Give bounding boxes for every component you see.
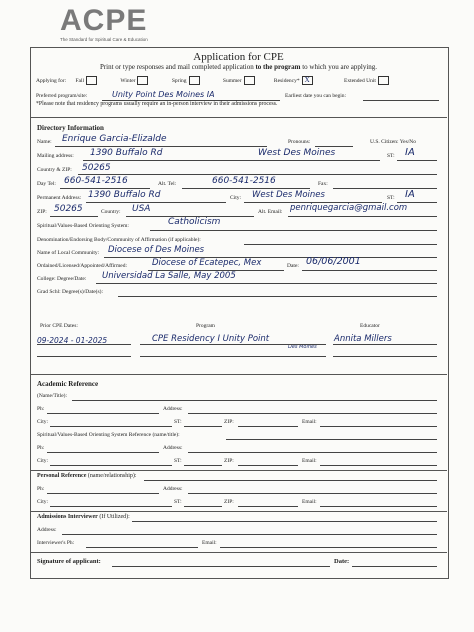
residency-checkbox[interactable]: X bbox=[302, 76, 313, 85]
spiritual-st-line[interactable] bbox=[184, 465, 222, 466]
interviewer-email-line[interactable] bbox=[220, 547, 437, 548]
personal-title: Personal Reference (name/relationship): bbox=[37, 473, 137, 479]
day-tel-value: 660-541-2516 bbox=[64, 176, 128, 186]
st-line[interactable] bbox=[397, 160, 437, 161]
pronouns-line[interactable] bbox=[315, 146, 353, 147]
personal-name-line[interactable] bbox=[144, 480, 437, 481]
grad-label: Grad Schl: Degree(s)/Date(s): bbox=[37, 289, 103, 295]
mailing-line[interactable] bbox=[83, 160, 380, 161]
alt-tel-label: Alt. Tel: bbox=[158, 181, 177, 187]
name-line[interactable] bbox=[55, 146, 267, 147]
spiritual-value: Catholicism bbox=[168, 217, 221, 227]
residency-note: *Please note that residency programs usually require an in-person interview in their admissions process. bbox=[36, 101, 278, 107]
prior-educator-line-1[interactable] bbox=[333, 344, 437, 345]
personal-st-label: ST: bbox=[174, 499, 182, 505]
ordained-date-line[interactable] bbox=[302, 270, 437, 271]
academic-ph-label: Ph: bbox=[37, 406, 45, 412]
personal-ph-label: Ph: bbox=[37, 486, 45, 492]
academic-zip-line[interactable] bbox=[238, 426, 298, 427]
extended-checkbox[interactable] bbox=[378, 76, 389, 85]
personal-st-line[interactable] bbox=[184, 506, 222, 507]
personal-email-line[interactable] bbox=[320, 506, 437, 507]
community-value: Diocese of Des Moines bbox=[108, 245, 205, 255]
country-value: USA bbox=[132, 204, 151, 214]
interviewer-section-divider bbox=[30, 511, 447, 512]
name-value: Enrique Garcia-Elizalde bbox=[62, 134, 167, 144]
spiritual-line[interactable] bbox=[150, 230, 437, 231]
pronouns-label: Pronouns: bbox=[288, 139, 311, 145]
personal-city-label: City: bbox=[37, 499, 49, 505]
alt-tel-value: 660-541-2516 bbox=[212, 176, 276, 186]
country-zip-label: Country & ZIP: bbox=[37, 167, 72, 173]
day-tel-label: Day Tel: bbox=[37, 181, 56, 187]
applying-for-label: Applying for: bbox=[36, 77, 67, 84]
academic-st-line[interactable] bbox=[184, 426, 222, 427]
academic-address-label: Address: bbox=[163, 406, 183, 412]
spiritual-city-line[interactable] bbox=[50, 465, 172, 466]
denomination-line[interactable] bbox=[244, 244, 437, 245]
signature-label: Signature of applicant: bbox=[37, 558, 101, 565]
academic-st-label: ST: bbox=[174, 419, 182, 425]
academic-city-line[interactable] bbox=[50, 426, 172, 427]
academic-address-line[interactable] bbox=[188, 413, 437, 414]
country-label: Country: bbox=[101, 209, 121, 215]
academic-email-label: Email: bbox=[302, 419, 317, 425]
spiritual-address-line[interactable] bbox=[188, 452, 437, 453]
summer-checkbox[interactable] bbox=[244, 76, 255, 85]
personal-email-label: Email: bbox=[302, 499, 317, 505]
interviewer-ph-label: Interviewer's Ph: bbox=[37, 540, 75, 546]
acpe-logo bbox=[60, 6, 170, 46]
spiritual-ph-line[interactable] bbox=[47, 452, 159, 453]
winter-checkbox[interactable] bbox=[137, 76, 148, 85]
interviewer-ph-line[interactable] bbox=[86, 547, 198, 548]
personal-zip-line[interactable] bbox=[238, 506, 298, 507]
alt-tel-line[interactable] bbox=[182, 188, 310, 189]
prior-dates-label: Prior CPE Dates: bbox=[40, 323, 78, 329]
zip-line[interactable] bbox=[50, 216, 98, 217]
email-label: Alt. Email: bbox=[258, 209, 283, 215]
academic-name-line[interactable] bbox=[72, 400, 437, 401]
interviewer-email-label: Email: bbox=[202, 540, 217, 546]
mailing-city-value: West Des Moines bbox=[258, 148, 336, 158]
college-line[interactable] bbox=[96, 283, 437, 284]
country-zip-line[interactable] bbox=[78, 174, 437, 175]
prior-program-value2: Des Moines bbox=[288, 344, 317, 350]
applying-for-row bbox=[36, 76, 389, 85]
interviewer-title: Admissions Interviewer (If Utilized): bbox=[37, 514, 130, 520]
grad-line[interactable] bbox=[118, 296, 437, 297]
spiritual-city-label: City: bbox=[37, 458, 49, 464]
directory-title: Directory Information bbox=[37, 124, 104, 132]
st-label: ST: bbox=[387, 153, 395, 159]
prior-dates-line-2[interactable] bbox=[37, 356, 131, 357]
summer-label: Summer bbox=[222, 77, 242, 84]
spiritual-label: Spiritual/Values-Based Orienting System: bbox=[37, 223, 129, 229]
academic-title: Academic Reference bbox=[37, 380, 99, 388]
spiritual-ref-label: Spiritual/Values-Based Orienting System Reference (name/title): bbox=[37, 432, 180, 438]
city-label: City: bbox=[230, 195, 242, 201]
personal-section-divider bbox=[30, 470, 447, 471]
personal-address-label: Address: bbox=[163, 486, 183, 492]
spiritual-zip-label: ZIP: bbox=[224, 458, 234, 464]
spiritual-ph-label: Ph: bbox=[37, 445, 45, 451]
preferred-value: Unity Point Des Moines IA bbox=[112, 90, 215, 99]
academic-ph-line[interactable] bbox=[47, 413, 159, 414]
logo-tagline: The Standard for Spiritual Care & Education bbox=[60, 37, 148, 42]
personal-zip-label: ZIP: bbox=[224, 499, 234, 505]
fax-label: Fax: bbox=[318, 181, 328, 187]
fall-label: Fall bbox=[75, 77, 85, 84]
prior-dates-value: 09-2024 - 01-2025 bbox=[37, 336, 108, 345]
academic-zip-label: ZIP: bbox=[224, 419, 234, 425]
winter-label: Winter bbox=[120, 77, 136, 84]
form-title: Application for CPE bbox=[193, 51, 284, 63]
prior-educator-line-2[interactable] bbox=[333, 356, 437, 357]
denomination-label: Denomination/Endorsing Body/Community of Affirmation (if applicable): bbox=[37, 237, 201, 243]
extended-label: Extended Unit bbox=[343, 77, 376, 84]
logo-text: ACPE bbox=[60, 4, 148, 37]
prior-dates-line-1[interactable] bbox=[37, 344, 131, 345]
spiritual-st-label: ST: bbox=[174, 458, 182, 464]
academic-name-label: (Name/Title): bbox=[37, 393, 68, 399]
city-value: West Des Moines bbox=[252, 190, 325, 200]
college-value: Universidad La Salle, May 2005 bbox=[102, 271, 236, 281]
zip-value: 50265 bbox=[82, 163, 111, 173]
zip-label: ZIP: bbox=[37, 209, 47, 215]
interviewer-address-line[interactable] bbox=[62, 534, 437, 535]
prior-program-line-1[interactable] bbox=[140, 344, 326, 345]
spiritual-zip-line[interactable] bbox=[238, 465, 298, 466]
college-label: College: Degree/Date: bbox=[37, 276, 87, 282]
personal-address-line[interactable] bbox=[188, 493, 437, 494]
mailing-value: 1390 Buffalo Rd bbox=[90, 148, 163, 158]
citizen-label: U.S. Citizen: Yes/No bbox=[370, 139, 416, 145]
st2-label: ST: bbox=[387, 195, 395, 201]
academic-city-label: City: bbox=[37, 419, 49, 425]
form-subtitle: Print or type responses and mail completed application to the program to which you are applying. bbox=[99, 63, 378, 71]
fax-line[interactable] bbox=[333, 188, 437, 189]
academic-section-divider bbox=[30, 374, 447, 375]
fall-checkbox[interactable] bbox=[86, 76, 97, 85]
ordained-value: Diocese of Ecatepec, Mex bbox=[152, 258, 262, 268]
permanent-line[interactable] bbox=[86, 202, 226, 203]
day-tel-line[interactable] bbox=[60, 188, 150, 189]
prior-educator-value: Annita Millers bbox=[334, 334, 392, 344]
form-header bbox=[30, 47, 447, 118]
earliest-line[interactable] bbox=[363, 100, 439, 101]
prior-program-line-2[interactable] bbox=[140, 356, 326, 357]
zip2-value: 50265 bbox=[54, 204, 83, 214]
interviewer-name-line[interactable] bbox=[132, 521, 437, 522]
prior-program-value: CPE Residency I Unity Point bbox=[152, 334, 270, 344]
earliest-label: Earliest date you can begin: bbox=[285, 93, 347, 99]
spiritual-address-label: Address: bbox=[163, 445, 183, 451]
personal-ph-line[interactable] bbox=[47, 493, 159, 494]
spring-checkbox[interactable] bbox=[189, 76, 200, 85]
signature-date-label: Date: bbox=[334, 558, 350, 565]
spiritual-email-line[interactable] bbox=[320, 465, 437, 466]
prior-program-label: Program bbox=[196, 323, 215, 329]
spiritual-ref-line[interactable] bbox=[226, 439, 437, 440]
spiritual-email-label: Email: bbox=[302, 458, 317, 464]
ordained-label: Ordained/Licensed/Appointed/Affirmed: bbox=[37, 263, 128, 269]
academic-email-line[interactable] bbox=[320, 426, 437, 427]
date-label: Date: bbox=[287, 263, 299, 269]
signature-line[interactable] bbox=[112, 566, 330, 567]
preferred-label: Preferred program/site: bbox=[36, 93, 88, 99]
permanent-value: 1390 Buffalo Rd bbox=[88, 190, 161, 200]
name-label: Name: bbox=[37, 139, 52, 145]
personal-city-line[interactable] bbox=[50, 506, 172, 507]
residency-label: Residency* bbox=[273, 77, 300, 84]
interviewer-address-label: Address: bbox=[37, 527, 57, 533]
prior-educator-label: Educator bbox=[360, 323, 380, 329]
st-value: IA bbox=[405, 147, 415, 158]
community-label: Name of Local Community: bbox=[37, 250, 100, 256]
ordained-date-value: 06/06/2001 bbox=[306, 256, 361, 267]
spring-label: Spring bbox=[171, 77, 187, 84]
permanent-label: Permanent Address: bbox=[37, 195, 82, 201]
email-value: penriquegarcia@gmail.com bbox=[290, 203, 408, 213]
email-line[interactable] bbox=[288, 216, 437, 217]
mailing-label: Mailing address: bbox=[37, 153, 74, 159]
st2-value: IA bbox=[405, 189, 415, 200]
signature-row bbox=[30, 552, 447, 578]
signature-date-line[interactable] bbox=[352, 566, 437, 567]
